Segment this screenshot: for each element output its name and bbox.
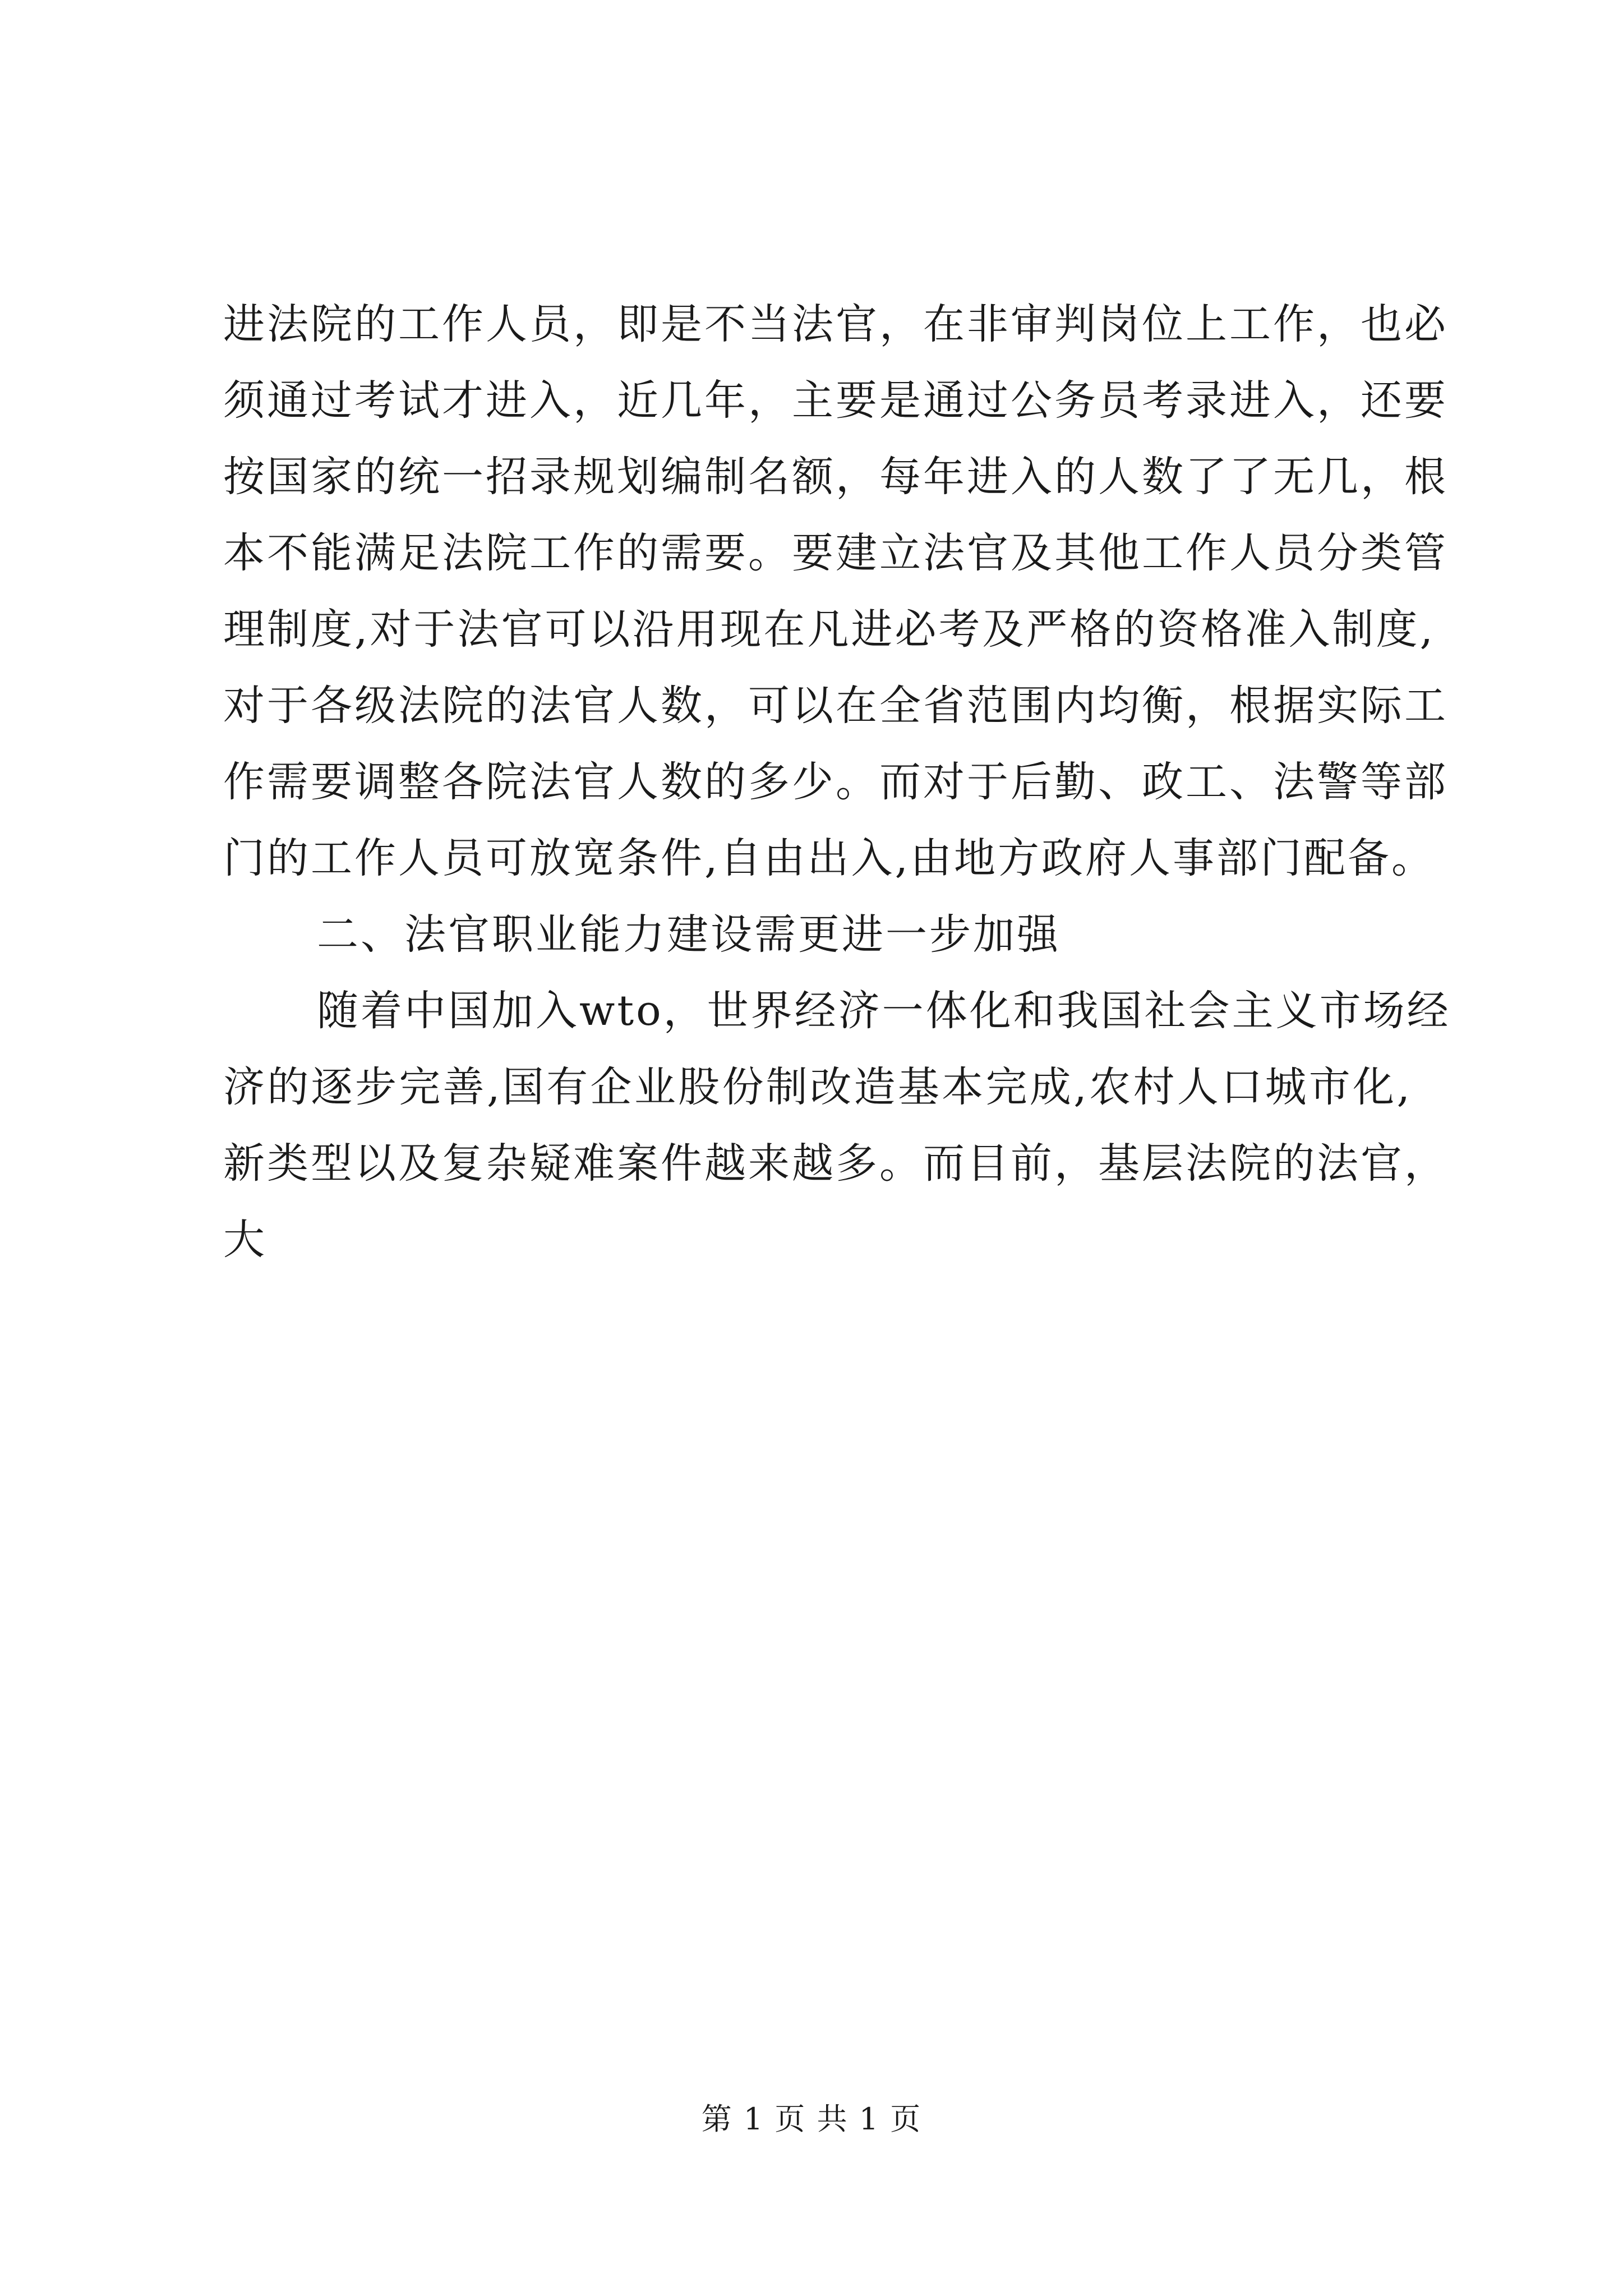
body-line: 新类型以及复杂疑难案件越来越多。而目前，基层法院的法官， [223,1139,1448,1188]
body-line: 本不能满足法院工作的需要。要建立法官及其他工作人员分类管 [223,529,1448,577]
body-line: 门的工作人员可放宽条件,自由出入,由地方政府人事部门配备。 [223,834,1436,882]
body-line: 大 [223,1216,267,1264]
document-body [223,286,1451,1278]
section-heading: 二、法官职业能力建设需更进一步加强 [317,910,1061,959]
body-line: 进法院的工作人员，即是不当法官，在非审判岗位上工作，也必 [223,300,1448,348]
body-line: 须通过考试才进入，近几年，主要是通过公务员考录进入，还要 [223,376,1448,425]
body-line: 济的逐步完善,国有企业股份制改造基本完成,农村人口城市化, [223,1063,1412,1111]
body-line: 随着中国加入wto，世界经济一体化和我国社会主义市场经 [317,987,1451,1035]
body-line: 作需要调整各院法官人数的多少。而对于后勤、政工、法警等部 [223,758,1448,806]
body-line: 按国家的统一招录规划编制名额，每年进入的人数了了无几，根 [223,453,1448,501]
body-line: 对于各级法院的法官人数，可以在全省范围内均衡，根据实际工 [223,682,1448,730]
page-number-footer: 第 1 页 共 1 页 [701,2101,922,2137]
body-line: 理制度,对于法官可以沿用现在凡进必考及严格的资格准入制度, [223,605,1436,654]
